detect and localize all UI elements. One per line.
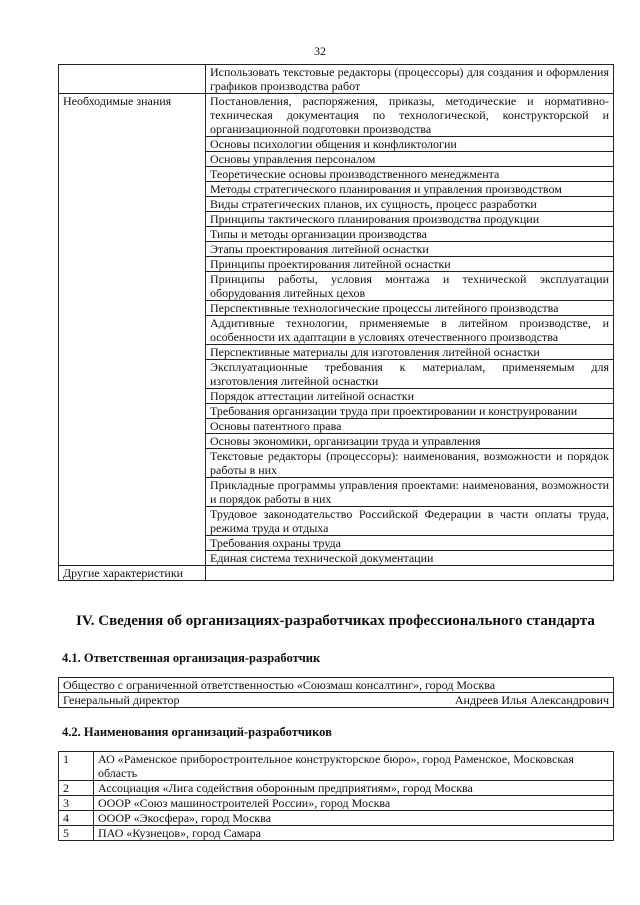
developer-organizations-table [58, 751, 614, 841]
organization-name: ПАО «Кузнецов», город Самара [94, 826, 614, 841]
requirement-item: Принципы проектирования литейной оснастки [206, 257, 614, 272]
requirement-item: Использовать текстовые редакторы (процессоры) для создания и оформления графиков производства работ [206, 65, 614, 94]
requirement-item: Эксплуатационные требования к материалам, применяемым для изготовления литейной оснастки [206, 360, 614, 389]
requirement-item: Прикладные программы управления проектами: наименования, возможности и порядок работы в них [206, 478, 614, 507]
organization-number: 4 [59, 811, 94, 826]
section-title: IV. Сведения об организациях-разработчиках профессионального стандарта [76, 613, 595, 629]
table-row [59, 781, 614, 796]
requirement-item: Виды стратегических планов, их сущность, процесс разработки [206, 197, 614, 212]
page-number: 32 [314, 44, 326, 58]
requirement-item: Принципы работы, условия монтажа и технической эксплуатации оборудования литейных цехов [206, 272, 614, 301]
requirement-item: Основы психологии общения и конфликтологии [206, 137, 614, 152]
requirement-item: Перспективные материалы для изготовления литейной оснастки [206, 345, 614, 360]
requirement-item: Принципы тактического планирования производства продукции [206, 212, 614, 227]
table-row [59, 94, 614, 137]
organization-name: АО «Раменское приборостроительное конструкторское бюро», город Раменское, Московская область [94, 752, 614, 781]
requirement-item: Основы патентного права [206, 419, 614, 434]
organization-number: 3 [59, 796, 94, 811]
subsection-1-title: 4.1. Ответственная организация-разработчик [62, 651, 321, 665]
organization-number: 2 [59, 781, 94, 796]
table-row [59, 796, 614, 811]
organization-number: 1 [59, 752, 94, 781]
organization-name: Ассоциация «Лига содействия оборонным предприятиям», город Москва [94, 781, 614, 796]
requirement-item: Порядок аттестации литейной оснастки [206, 389, 614, 404]
signatory-row [59, 693, 614, 708]
table-row [59, 566, 614, 581]
signatory-position: Генеральный директор [63, 693, 180, 707]
requirement-item: Методы стратегического планирования и управления производством [206, 182, 614, 197]
requirement-item: Теоретические основы производственного менеджмента [206, 167, 614, 182]
table-row [59, 811, 614, 826]
organization-number: 5 [59, 826, 94, 841]
row-label: Необходимые знания [59, 94, 206, 566]
table-row [59, 826, 614, 841]
responsible-organization-table [58, 677, 614, 708]
subsection-2-title: 4.2. Наименования организаций-разработчиков [62, 725, 332, 739]
requirement-item: Перспективные технологические процессы литейного производства [206, 301, 614, 316]
row-label: Другие характеристики [59, 566, 206, 581]
signatory-name: Андреев Илья Александрович [454, 693, 609, 707]
requirement-item: Типы и методы организации производства [206, 227, 614, 242]
requirement-item: Этапы проектирования литейной оснастки [206, 242, 614, 257]
requirement-item: Аддитивные технологии, применяемые в литейном производстве, и особенности их адаптации в условиях отечественного производства [206, 316, 614, 345]
requirement-item [206, 566, 614, 581]
requirements-table [58, 64, 614, 581]
requirement-item: Постановления, распоряжения, приказы, методические и нормативно-техническая документация по технологической, конструкторской и организационной подготовки производства [206, 94, 614, 137]
organization-name: ОООР «Экосфера», город Москва [94, 811, 614, 826]
table-row [59, 752, 614, 781]
requirement-item: Требования организации труда при проектировании и конструировании [206, 404, 614, 419]
requirement-item: Основы экономики, организации труда и управления [206, 434, 614, 449]
requirement-item: Текстовые редакторы (процессоры): наименования, возможности и порядок работы в них [206, 449, 614, 478]
requirement-item: Требования охраны труда [206, 536, 614, 551]
responsible-organization-name: Общество с ограниченной ответственностью «Союзмаш консалтинг», город Москва [59, 678, 614, 693]
requirement-item: Единая система технической документации [206, 551, 614, 566]
row-label [59, 65, 206, 94]
requirement-item: Трудовое законодательство Российской Федерации в части оплаты труда, режима труда и отдыха [206, 507, 614, 536]
table-row [59, 65, 614, 94]
organization-name: ОООР «Союз машиностроителей России», город Москва [94, 796, 614, 811]
requirement-item: Основы управления персоналом [206, 152, 614, 167]
